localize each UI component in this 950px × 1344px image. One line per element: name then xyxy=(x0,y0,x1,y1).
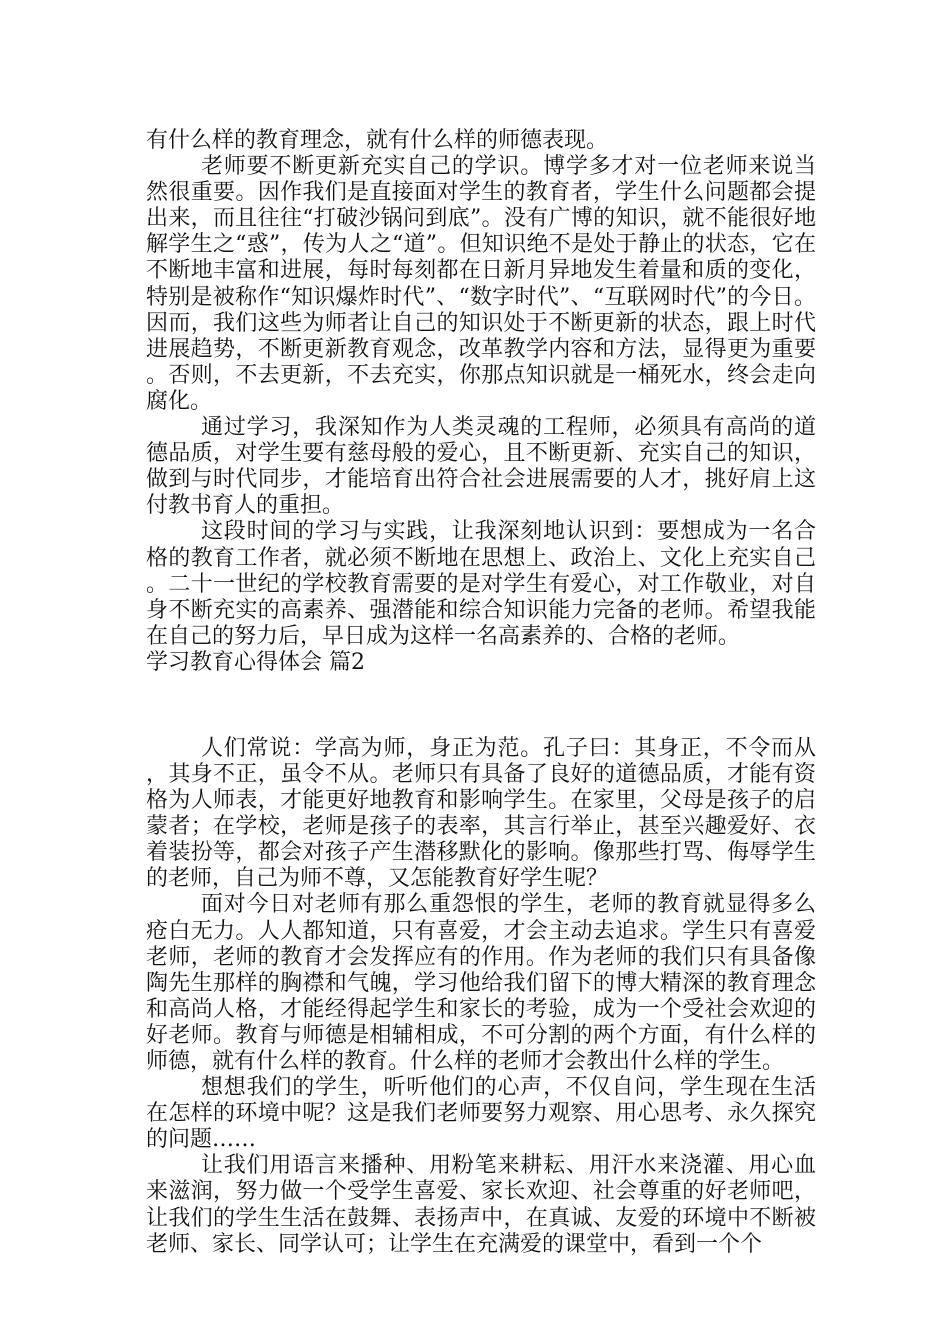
paragraph-moral-quality: 通过学习，我深知作为人类灵魂的工程师，必须具有高尚的道德品质，对学生要有慈母般的爱心，且不断更新、充实自己的知识，做到与时代同步，才能培育出符合社会进展需要的人才，挑好肩上这付教书育人的重担。 xyxy=(146,415,816,519)
section-spacer xyxy=(146,676,816,736)
document-body xyxy=(146,128,816,1258)
paragraph-students-voice: 想想我们的学生，听听他们的心声，不仅自问，学生现在生活在怎样的环境中呢？这是我们老师要努力观察、用心思考、永久探究的问题…… xyxy=(146,1075,816,1153)
section-heading: 学习教育心得体会 篇2 xyxy=(146,649,365,675)
paragraph-love-teacher: 面对今日对老师有那么重怨恨的学生，老师的教育就显得多么疮白无力。人人都知道，只有喜爱，才会主动去追求。学生只有喜爱老师，老师的教育才会发挥应有的作用。作为老师的我们只有具备像陶先生那样的胸襟和气魄，学习他给我们留下的博大精深的教育理念和高尚人格，才能经得起学生和家长的考验，成为一个受社会欢迎的好老师。教育与师德是相辅相成，不可分割的两个方面，有什么样的师德，就有什么样的教育。什么样的老师才会教出什么样的学生。 xyxy=(146,892,816,1074)
paragraph-call-to-action: 让我们用语言来播种、用粉笔来耕耘、用汗水来浇灌、用心血来滋润，努力做一个受学生喜爱、家长欢迎、社会尊重的好老师吧，让我们的学生生活在鼓舞、表扬声中，在真诚、友爱的环境中不断被老师、家长、同学认可；让学生在充满爱的课堂中，看到一个个 xyxy=(146,1153,816,1257)
paragraph-role-model: 人们常说：学高为师，身正为范。孔子曰：其身正，不令而从，其身不正，虽令不从。老师只有具备了良好的道德品质，才能有资格为人师表，才能更好地教育和影响学生。在家里，父母是孩子的启蒙者；在学校，老师是孩子的表率，其言行举止，甚至兴趣爱好、衣着装扮等，都会对孩子产生潜移默化的影响。像那些打骂、侮辱学生的老师，自己为师不尊，又怎能教育好学生呢？ xyxy=(146,735,816,892)
paragraph-continuation: 有什么样的教育理念，就有什么样的师德表现。 xyxy=(146,128,609,153)
paragraph-update-knowledge: 老师要不断更新充实自己的学识。博学多才对一位老师来说当然很重要。因作我们是直接面对学生的教育者，学生什么问题都会提出来，而且往往“打破沙锅问到底”。没有广博的知识，就不能很好地解学生之“惑”，传为人之“道”。但知识绝不是处于静止的状态，它在不断地丰富和进展，每时每刻都在日新月异地发生着量和质的变化，特别是被称作“知识爆炸时代”、“数字时代”、“互联网时代”的今日。因而，我们这些为师者让自己的知识处于不断更新的状态，跟上时代进展趋势，不断更新教育观念，改革教学内容和方法，显得更为重要。否则，不去更新，不去充实，你那点知识就是一桶死水，终会走向腐化。 xyxy=(146,154,816,414)
paragraph-learning-practice: 这段时间的学习与实践，让我深刻地认识到：要想成为一名合格的教育工作者，就必须不断地在思想上、政治上、文化上充实自己。二十一世纪的学校教育需要的是对学生有爱心，对工作敬业，对自身不断充实的高素养、强潜能和综合知识能力完备的老师。希望我能在自己的努力后，早日成为这样一名高素养的、合格的老师。 xyxy=(146,519,816,649)
